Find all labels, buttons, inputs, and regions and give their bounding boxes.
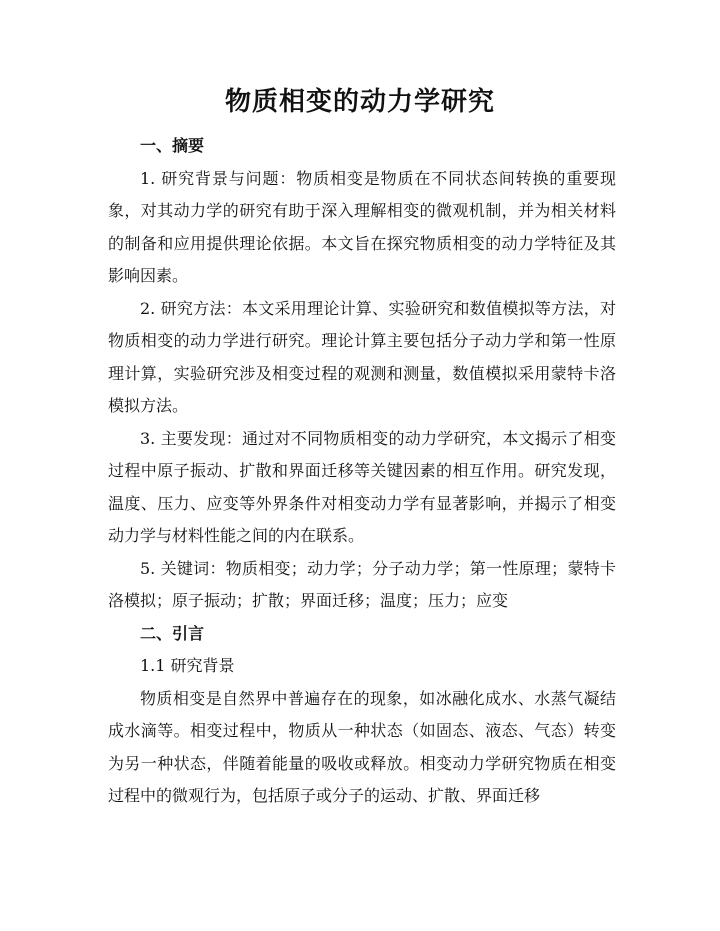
introduction-subheading: 1.1 研究背景 bbox=[140, 656, 235, 675]
document-title: 物质相变的动力学研究 bbox=[224, 87, 495, 117]
abstract-paragraph-keywords: 5. 关键词：物质相变；动力学；分子动力学；第一性原理；蒙特卡洛模拟；原子振动；扩散；界面迁移；温度；压力；应变 bbox=[108, 558, 616, 610]
abstract-paragraph-findings: 3. 主要发现：通过对不同物质相变的动力学研究，本文揭示了相变过程中原子振动、扩散和界面迁移等关键因素的相互作用。研究发现，温度、压力、应变等外界条件对相变动力学有显著影响，并揭示了相变动力学与材料性能之间的内在联系。 bbox=[108, 428, 616, 545]
abstract-heading: 一、摘要 bbox=[140, 136, 205, 155]
abstract-paragraph-background: 1. 研究背景与问题：物质相变是物质在不同状态间转换的重要现象，对其动力学的研究有助于深入理解相变的微观机制，并为相关材料的制备和应用提供理论依据。本文旨在探究物质相变的动力学特征及其影响因素。 bbox=[108, 168, 616, 285]
abstract-paragraph-methods: 2. 研究方法：本文采用理论计算、实验研究和数值模拟等方法，对物质相变的动力学进行研究。理论计算主要包括分子动力学和第一性原理计算，实验研究涉及相变过程的观测和测量，数值模拟采用蒙特卡洛模拟方法。 bbox=[108, 298, 616, 415]
introduction-heading: 二、引言 bbox=[140, 623, 205, 643]
document-body bbox=[108, 130, 616, 813]
introduction-paragraph: 物质相变是自然界中普遍存在的现象，如冰融化成水、水蒸气凝结成水滴等。相变过程中，物质从一种状态（如固态、液态、气态）转变为另一种状态，伴随着能量的吸收或释放。相变动力学研究物质在相变过程中的微观行为，包括原子或分子的运动、扩散、界面迁移 bbox=[108, 688, 616, 805]
